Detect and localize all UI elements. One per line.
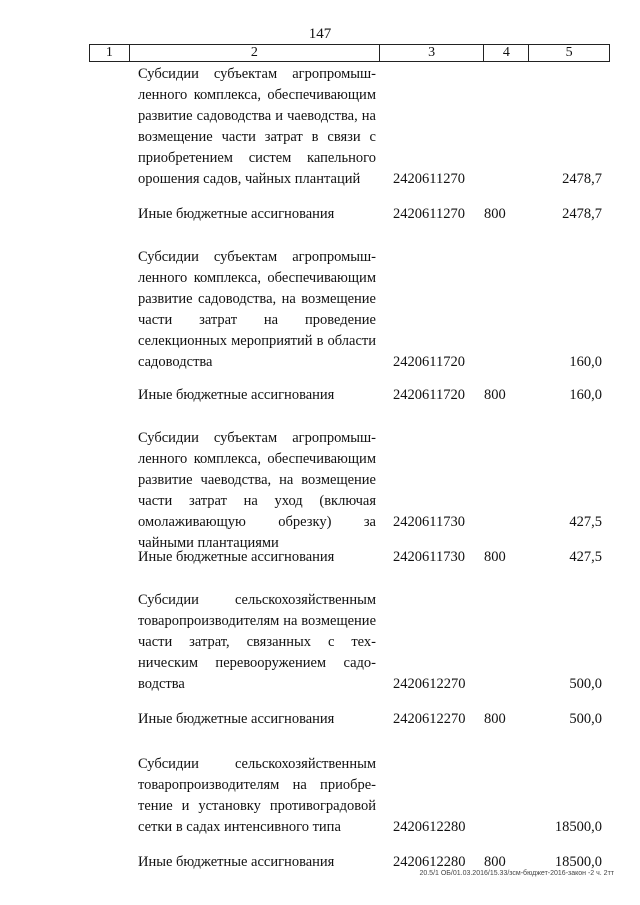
column-header-5: 5 xyxy=(565,45,573,60)
row-description: Иные бюджетные ассигнования xyxy=(138,549,335,565)
row-amount: 2478,7 xyxy=(562,206,602,222)
table-row xyxy=(0,64,640,190)
row-code: 2420611720 xyxy=(393,354,465,370)
table-row xyxy=(0,204,640,225)
table-row xyxy=(0,547,640,568)
row-amount: 427,5 xyxy=(569,514,602,530)
row-description: Субсидии сельскохозяйственным товаропроизводителям на приобретение и установку противоградовой сетки в садах интенсивного типа xyxy=(138,756,376,835)
table-row xyxy=(0,428,640,551)
row-code: 2420611270 xyxy=(393,206,465,222)
table-body xyxy=(0,64,640,873)
row-description: Субсидии сельскохозяйственным товаропроизводителям на возмещение части затрат, связанных с техническим перевооружением садоводства xyxy=(138,592,376,692)
table-row xyxy=(0,385,640,406)
column-header-4: 4 xyxy=(484,45,529,61)
row-description: Субсидии субъектам агропромышленного комплекса, обеспечивающим развитие садоводства и чаеводства, на возмещение части затрат в связи с приобретением систем капельного орошения садов, чайных плантаций xyxy=(138,66,376,187)
row-code: 2420612270 xyxy=(393,711,466,727)
row-kind: 800 xyxy=(484,549,506,565)
row-kind: 800 xyxy=(484,854,506,870)
row-code: 2420612280 xyxy=(393,854,466,870)
row-description: Иные бюджетные ассигнования xyxy=(138,206,335,222)
table-row xyxy=(0,754,640,838)
row-description: Субсидии субъектам агропромышленного комплекса, обеспечивающим развитие чаеводства, на возмещение части затрат на уход (включая омолаживающую обрезку) за чайными плантациями xyxy=(138,430,376,551)
row-amount: 500,0 xyxy=(569,711,602,727)
column-header-3: 3 xyxy=(380,45,485,61)
footer-document-code: 20.5/1 ОБ/01.03.2016/15.33/зсм-бюджет-2016-закон -2 ч. 2тт xyxy=(419,870,614,877)
row-amount: 427,5 xyxy=(569,549,602,565)
row-kind: 800 xyxy=(484,206,506,222)
row-code: 2420611270 xyxy=(393,171,465,187)
row-amount: 2478,7 xyxy=(562,171,602,187)
row-amount: 500,0 xyxy=(569,676,602,692)
table-header-row xyxy=(89,44,610,62)
row-amount: 18500,0 xyxy=(554,819,602,835)
page-number: 147 xyxy=(308,26,332,42)
table-row xyxy=(0,247,640,373)
table-row xyxy=(0,709,640,730)
row-kind: 800 xyxy=(484,387,506,403)
row-description: Субсидии субъектам агропромышленного комплекса, обеспечивающим развитие садоводства, на возмещение части затрат на проведение селекционных мероприятий в области садоводства xyxy=(138,249,376,370)
row-description: Иные бюджетные ассигнования xyxy=(138,711,335,727)
row-code: 2420611730 xyxy=(393,514,465,530)
table-row xyxy=(0,590,640,695)
row-description: Иные бюджетные ассигнования xyxy=(138,854,335,870)
row-amount: 160,0 xyxy=(569,354,602,370)
row-code: 2420611720 xyxy=(393,387,465,403)
row-code: 2420612270 xyxy=(393,676,466,692)
column-header-1: 1 xyxy=(90,45,130,61)
row-amount: 160,0 xyxy=(569,387,602,403)
row-code: 2420611730 xyxy=(393,549,465,565)
row-amount: 18500,0 xyxy=(554,854,602,870)
column-header-2: 2 xyxy=(130,45,380,61)
row-code: 2420612280 xyxy=(393,819,466,835)
row-description: Иные бюджетные ассигнования xyxy=(138,387,335,403)
row-kind: 800 xyxy=(484,711,506,727)
